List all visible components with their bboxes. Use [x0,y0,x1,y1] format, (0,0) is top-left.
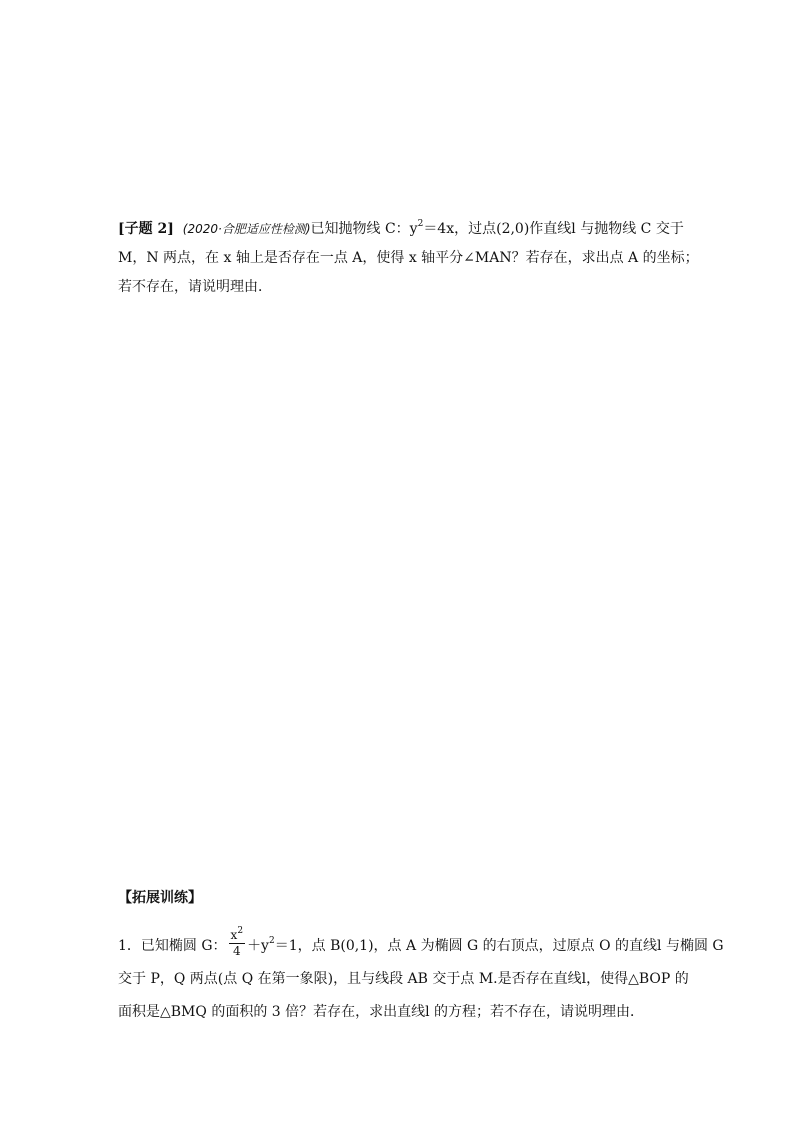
problem-source: (2020·合肥适应性检测) [182,222,311,236]
extension-question-1 [118,925,724,1029]
fraction-denominator: 4 [232,943,241,958]
problem-2 [118,215,699,302]
problem-text-1a: 已知抛物线 C：y [310,221,418,237]
question-1-prefix: 1．已知椭圆 G： [118,938,227,954]
exponent: 2 [237,925,244,936]
problem-text-1b: ＝4x，过点(2,0)作直线l 与抛物线 C 交于 [423,221,684,237]
problem-2-line-1 [118,215,690,244]
question-1-text-a: ＋y [247,938,269,954]
section-title-extension: 【拓展训练】 [118,890,202,906]
question-1-line-2: 交于 P，Q 两点(点 Q 在第一象限)，且与线段 AB 交于点 M.是否存在直线l，使得△BOP 的 [118,971,689,987]
fraction-x2-over-4 [229,925,246,959]
question-1-text-b: ＝1，点 B(0,1)，点 A 为椭圆 G 的右顶点，过原点 O 的直线l 与椭圆 G [274,938,724,954]
exponent: 2 [268,936,275,947]
question-1-line-1 [118,925,724,963]
fraction-numerator: x [230,927,238,942]
problem-2-line-2: M，N 两点，在 x 轴上是否存在一点 A，使得 x 轴平分∠MAN？若存在，求出点 A 的坐标； [118,250,699,266]
exponent: 2 [417,219,424,230]
question-1-line-3: 面积是△BMQ 的面积的 3 倍？若存在，求出直线l 的方程；若不存在，请说明理由． [118,1004,645,1020]
problem-tag: [子题 2] [118,221,174,237]
problem-2-line-3: 若不存在，请说明理由． [118,279,272,295]
